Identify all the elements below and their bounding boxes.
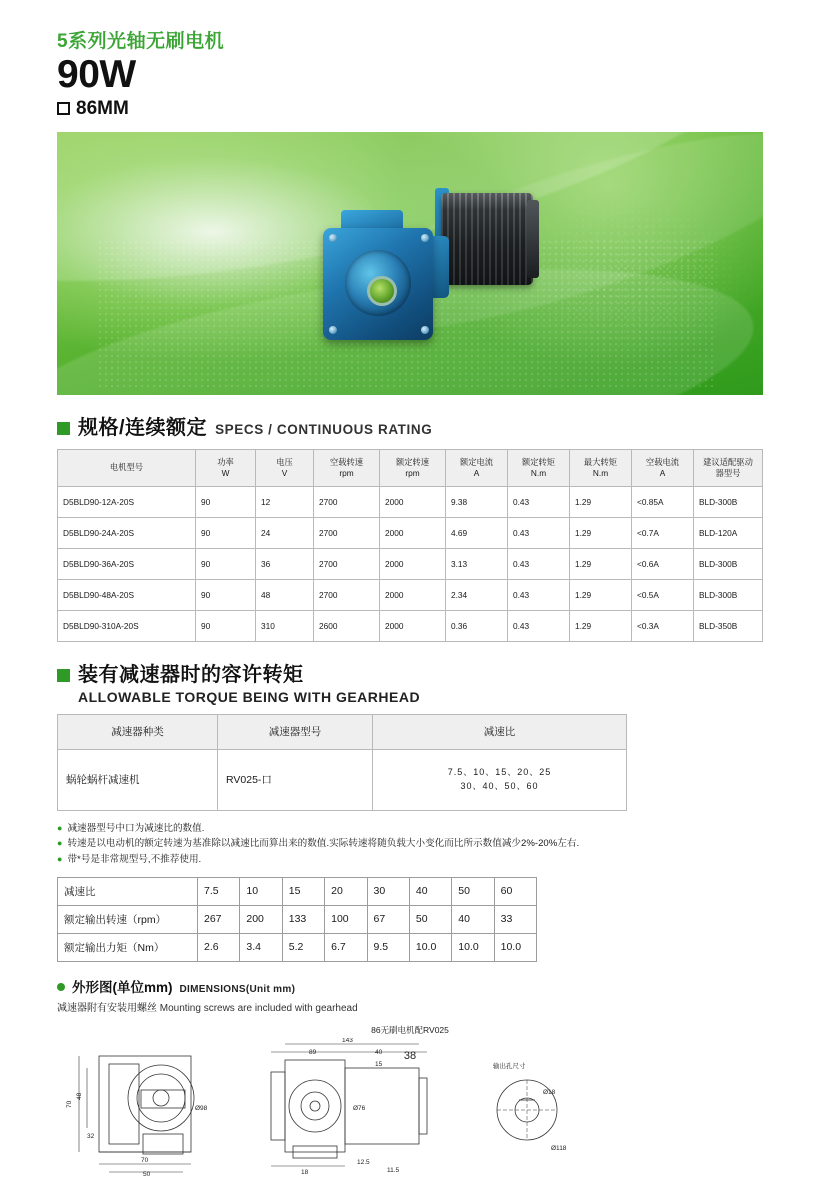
cell-rated-current: 4.69 [446,517,508,548]
dimensions-subnote-cn: 减速器附有安装用螺丝 [57,1002,157,1014]
table-header-row [58,714,627,749]
col-header-gear-type: 减速器种类 [58,714,218,749]
cell-output-speed: 200 [240,905,282,933]
dimensions-subnote [57,999,763,1014]
cell-max-torque: 1.29 [570,517,632,548]
col-header-voltage: 电压 V [256,449,314,486]
col-header-gear-model: 减速器型号 [218,714,373,749]
gearhead-table [57,714,627,811]
cell-ratio: 60 [494,877,536,905]
cell-rated-speed: 2000 [380,610,446,641]
table-row [58,517,763,548]
row-label-ratio: 减速比 [58,877,198,905]
cell-driver-model: BLD-300B [694,486,763,517]
cell-output-torque: 10.0 [409,933,451,961]
cell-model: D5BLD90-310A-20S [58,610,196,641]
cell-output-speed: 100 [325,905,367,933]
cell-rated-speed: 2000 [380,548,446,579]
cell-output-torque: 10.0 [494,933,536,961]
cell-rated-current: 2.34 [446,579,508,610]
cell-rated-torque: 0.43 [508,610,570,641]
cell-voltage: 12 [256,486,314,517]
col-header-max-torque: 最大转矩 N.m [570,449,632,486]
motor-body [441,193,533,285]
cell-power: 90 [196,610,256,641]
cell-driver-model: BLD-300B [694,579,763,610]
table-row [58,486,763,517]
torque-heading-en: ALLOWABLE TORQUE BEING WITH GEARHEAD [78,688,421,705]
cell-output-speed: 67 [367,905,409,933]
note-item [57,821,763,836]
note-item [57,852,763,867]
specs-section-heading [57,411,763,440]
square-bullet-icon [57,422,70,435]
cell-rated-torque: 0.43 [508,579,570,610]
bolt-icon [421,234,429,242]
cell-ratio: 30 [367,877,409,905]
table-row [58,749,627,810]
cell-max-torque: 1.29 [570,486,632,517]
col-header-rated-current: 额定电流 A [446,449,508,486]
cell-ratio: 7.5 [198,877,240,905]
row-label-output-torque: 额定输出力矩（Nm） [58,933,198,961]
cell-ratio: 15 [282,877,324,905]
cell-output-speed: 267 [198,905,240,933]
cell-output-torque: 9.5 [367,933,409,961]
cell-driver-model: BLD-300B [694,548,763,579]
cell-driver-model: BLD-350B [694,610,763,641]
cell-output-torque: 6.7 [325,933,367,961]
torque-heading-cn: 装有减速器时的容许转矩 [78,663,304,686]
col-header-noload-speed: 空载转速 rpm [314,449,380,486]
cell-rated-speed: 2000 [380,579,446,610]
dim-label: 12.5 [357,1158,370,1166]
table-row [58,905,537,933]
dim-label: Ø118 [551,1144,567,1152]
specs-table [57,449,763,642]
dim-label: 89 [309,1048,317,1056]
cell-model: D5BLD90-36A-20S [58,548,196,579]
notes-list [57,821,763,867]
cell-driver-model: BLD-120A [694,517,763,548]
table-header-row [58,449,763,486]
dim-label: 32 [87,1132,95,1140]
dim-label: 18 [301,1168,309,1176]
dim-label: 11.5 [387,1166,400,1174]
cell-output-speed: 50 [409,905,451,933]
cell-output-torque: 2.6 [198,933,240,961]
cell-reduction-ratios [373,749,627,810]
col-header-noload-current: 空载电流 A [632,449,694,486]
col-header-driver-model: 建议适配驱动器型号 [694,449,763,486]
cell-output-speed: 133 [282,905,324,933]
bullet-dot-icon: ● [57,853,63,864]
dimensions-heading-cn: 外形图(单位mm) [72,979,173,995]
cell-rated-current: 3.13 [446,548,508,579]
motor-rear-cap [527,200,539,278]
drawing-caption: 86无刷电机配RV025 [371,1024,449,1035]
note-text: 转速是以电动机的额定转速为基准除以减速比而算出来的数值.实际转速将随负载大小变化而比所示数值减少2%-20%左右. [67,838,580,850]
table-row [58,610,763,641]
torque-section-heading [57,658,763,687]
col-header-model: 电机型号 [58,449,196,486]
cell-max-torque: 1.29 [570,579,632,610]
note-item [57,836,763,851]
cell-voltage: 36 [256,548,314,579]
cell-noload-speed: 2600 [314,610,380,641]
dim-label: Ø18 [543,1088,556,1096]
cell-power: 90 [196,548,256,579]
bullet-dot-icon: ● [57,838,63,849]
cell-ratio: 40 [409,877,451,905]
cell-output-torque: 5.2 [282,933,324,961]
cell-output-torque: 10.0 [452,933,494,961]
cell-voltage: 310 [256,610,314,641]
cell-power: 90 [196,579,256,610]
bolt-icon [421,326,429,334]
cell-rated-speed: 2000 [380,486,446,517]
cell-rated-torque: 0.43 [508,517,570,548]
dim-label: Ø76 [353,1104,366,1112]
cell-noload-speed: 2700 [314,548,380,579]
row-label-output-speed: 额定输出转速（rpm） [58,905,198,933]
cell-noload-current: <0.6A [632,548,694,579]
cell-noload-current: <0.85A [632,486,694,517]
table-row [58,579,763,610]
product-hero-image [57,132,763,395]
bolt-icon [329,326,337,334]
col-header-rated-torque: 额定转矩 N.m [508,449,570,486]
cell-model: D5BLD90-48A-20S [58,579,196,610]
output-ratio-table [57,877,537,962]
cell-noload-current: <0.5A [632,579,694,610]
dim-label: 15 [375,1060,383,1068]
cell-rated-torque: 0.43 [508,486,570,517]
cell-ratio: 20 [325,877,367,905]
dim-label: 50 [143,1170,151,1178]
col-header-reduction-ratio: 减速比 [373,714,627,749]
dim-label: 143 [342,1037,353,1044]
dim-label: 70 [66,1100,73,1108]
dimensions-subnote-en: Mounting screws are included with gearhead [159,1002,358,1014]
col-header-rated-speed: 额定转速 rpm [380,449,446,486]
cell-gear-type: 蜗轮蜗杆减速机 [58,749,218,810]
cell-output-speed: 40 [452,905,494,933]
cell-rated-current: 0.36 [446,610,508,641]
dim-label: Ø98 [195,1104,208,1112]
dim-label: 40 [375,1048,383,1056]
cell-noload-current: <0.3A [632,610,694,641]
cell-noload-speed: 2700 [314,579,380,610]
page-title: 90W [57,52,136,96]
note-text: 减速器型号中口为减速比的数值. [67,822,205,834]
dimensions-heading-en: DIMENSIONS(Unit mm) [179,983,296,995]
cell-max-torque: 1.29 [570,548,632,579]
series-title: 5系列光轴无刷电机 [57,31,225,52]
specs-heading-en: SPECS / CONTINUOUS RATING [215,421,433,437]
motor-fins [441,193,533,285]
page-number: 38 [403,1050,417,1062]
cell-noload-speed: 2700 [314,486,380,517]
cell-noload-current: <0.7A [632,517,694,548]
cell-ratio: 50 [452,877,494,905]
cell-rated-speed: 2000 [380,517,446,548]
bolt-icon [329,234,337,242]
output-shaft-hub [367,276,397,306]
dim-label: 输出孔尺寸 [493,1062,526,1070]
cell-output-torque: 3.4 [240,933,282,961]
ratios-line-1: 7.5、10、15、20、25 [447,767,552,778]
cell-power: 90 [196,517,256,548]
bullet-dot-icon [57,983,65,991]
page-header [57,0,763,120]
cell-voltage: 24 [256,517,314,548]
cell-output-speed: 33 [494,905,536,933]
frame-size-label: 86MM [76,97,129,119]
cell-voltage: 48 [256,579,314,610]
cell-power: 90 [196,486,256,517]
cell-model: D5BLD90-12A-20S [58,486,196,517]
bullet-dot-icon: ● [57,822,63,833]
table-row [58,548,763,579]
cell-noload-speed: 2700 [314,517,380,548]
cell-gear-model: RV025-口 [218,749,373,810]
cell-rated-current: 9.38 [446,486,508,517]
motor-gearhead-illustration [289,170,549,360]
dim-label: 48 [76,1092,83,1100]
square-icon [57,102,70,115]
dimensions-heading [57,976,763,996]
note-text: 带*号是非常规型号,不推荐使用. [67,853,202,865]
cell-max-torque: 1.29 [570,610,632,641]
dim-label: 70 [141,1156,149,1164]
table-row [58,877,537,905]
frame-size-line [57,98,763,120]
cell-model: D5BLD90-24A-20S [58,517,196,548]
cell-ratio: 10 [240,877,282,905]
square-bullet-icon [57,669,70,682]
ratios-line-2: 30、40、50、60 [460,780,539,791]
table-row [58,933,537,961]
cell-rated-torque: 0.43 [508,548,570,579]
specs-heading-cn: 规格/连续额定 [78,416,208,439]
col-header-power: 功率 W [196,449,256,486]
